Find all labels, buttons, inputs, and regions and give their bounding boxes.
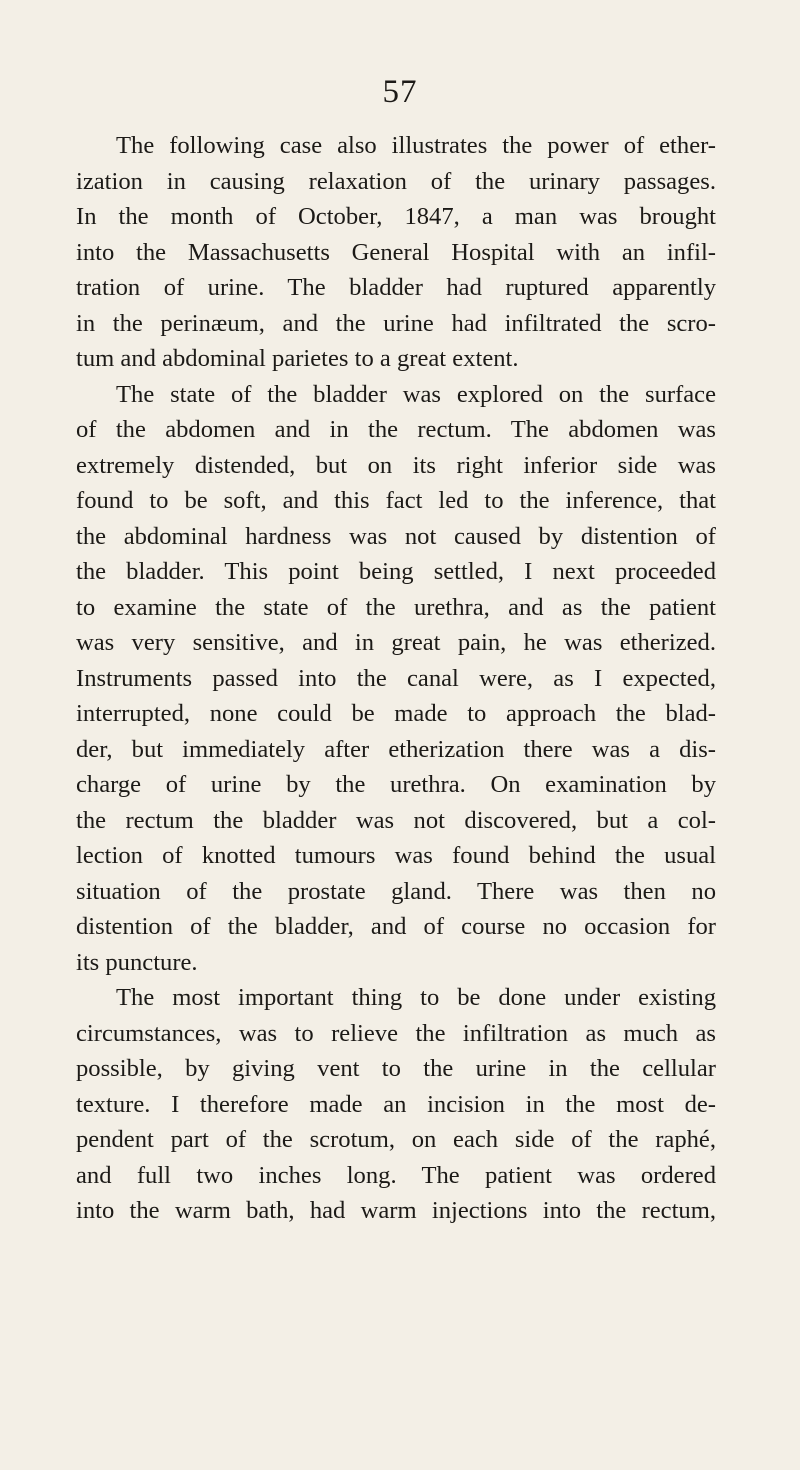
text-line: of the abdomen and in the rectum. The abdomen was — [76, 416, 716, 443]
paragraph-1 — [76, 128, 716, 377]
body-text — [76, 128, 716, 1229]
text-line: interrupted, none could be made to approach the blad- — [76, 700, 716, 727]
text-line: in the perinæum, and the urine had infiltrated the scro- — [76, 309, 716, 337]
text-line: the bladder. This point being settled, I next proceeded — [76, 558, 716, 585]
text-line: The following case also illustrates the power of ether- — [116, 132, 716, 159]
text-line: charge of urine by the urethra. On examination by — [76, 771, 716, 798]
text-line: found to be soft, and this fact led to the inference, that — [76, 487, 716, 514]
text-line: The most important thing to be done under existing — [116, 984, 716, 1011]
text-line: the abdominal hardness was not caused by distention of — [76, 522, 716, 550]
text-line: into the Massachusetts General Hospital with an infil- — [76, 238, 716, 266]
text-line: extremely distended, but on its right inferior side was — [76, 451, 716, 479]
paragraph-3 — [76, 980, 716, 1229]
text-line: The state of the bladder was explored on the surface — [116, 380, 716, 408]
text-line: Instruments passed into the canal were, as I expected, — [76, 664, 716, 692]
text-line: tration of urine. The bladder had ruptured apparently — [76, 274, 716, 301]
text-line: the rectum the bladder was not discovered, but a col- — [76, 806, 716, 834]
text-line: pendent part of the scrotum, on each side of the raphé, — [76, 1126, 716, 1153]
text-line: its puncture. — [76, 948, 198, 976]
paragraph-2 — [76, 377, 716, 981]
text-line: In the month of October, 1847, a man was brought — [76, 203, 716, 230]
text-line: into the warm bath, had warm injections into the rectum, — [76, 1197, 716, 1224]
text-line: ization in causing relaxation of the urinary passages. — [76, 167, 716, 195]
text-line: lection of knotted tumours was found behind the usual — [76, 842, 716, 869]
text-line: to examine the state of the urethra, and as the patient — [76, 593, 716, 621]
text-line: was very sensitive, and in great pain, he was etherized. — [76, 629, 716, 656]
text-line: texture. I therefore made an incision in the most de- — [76, 1090, 716, 1118]
text-line: situation of the prostate gland. There was then no — [76, 877, 716, 905]
text-line: possible, by giving vent to the urine in the cellular — [76, 1055, 716, 1082]
text-line: circumstances, was to relieve the infiltration as much as — [76, 1019, 716, 1047]
text-line: tum and abdominal parietes to a great extent. — [76, 345, 519, 372]
text-line: and full two inches long. The patient was ordered — [76, 1161, 716, 1189]
text-line: der, but immediately after etherization there was a dis- — [76, 735, 716, 763]
page-number: 57 — [382, 74, 418, 110]
text-line: distention of the bladder, and of course no occasion for — [76, 913, 716, 940]
